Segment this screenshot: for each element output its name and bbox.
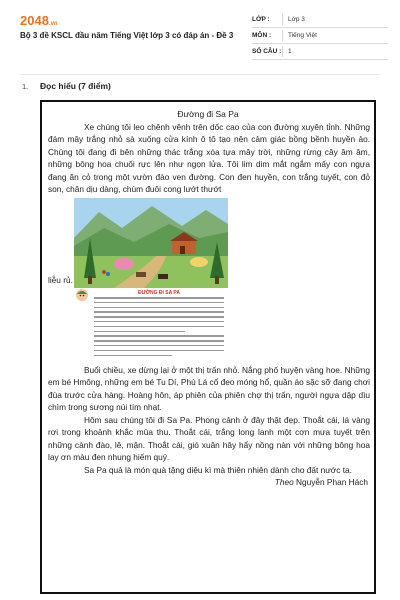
attribution-prefix: Theo <box>274 477 294 487</box>
meta-row-class <box>252 12 388 28</box>
meta-key: LỚP : <box>252 16 270 23</box>
meta-separator <box>282 30 283 41</box>
landscape-image <box>74 198 228 288</box>
mini-page-text <box>94 297 224 359</box>
question-heading: Đọc hiểu (7 điểm) <box>40 81 111 91</box>
passage-box <box>40 100 376 594</box>
avatar-icon <box>76 288 88 300</box>
mini-page-title: ĐƯỜNG ĐI SA PA <box>137 290 181 296</box>
site-logo[interactable]: 2048.vn <box>20 13 58 28</box>
page-header <box>0 0 400 70</box>
embedded-page-thumbnail <box>74 288 228 358</box>
header-divider <box>20 74 380 75</box>
meta-key: MÔN : <box>252 32 272 39</box>
attribution-author: Nguyễn Phan Hách <box>296 477 368 487</box>
logo-tld: .vn <box>48 21 58 27</box>
question-number: 1. <box>22 82 29 91</box>
meta-value: 1 <box>288 48 292 55</box>
passage-paragraph-2: Buổi chiều, xe dừng lại ở một thị trấn nhỏ. Nắng phố huyện vàng hoe. Những em bé Hmông, những em bé Tu Dí, Phù Lá cổ đeo móng hổ, quần áo sặc sỡ đang chơi đùa trước cửa hàng. Hoàng hôn, áp phiên của phiên chợ thị trấn, người ngựa dập dìu chìm trong sương núi tím nhạt. <box>48 365 370 413</box>
passage-paragraph-1-tail: liễu rủ. <box>48 275 73 285</box>
meta-value: Tiếng Việt <box>288 32 317 39</box>
passage-paragraph-3: Hôm sau chúng tôi đi Sa Pa. Phong cảnh ở đây thật đẹp. Thoắt cái, lá vàng rơi trong khoảnh khắc mùa thu. Thoắt cái, trắng long lanh một cơn mưa tuyết trên những cành đào, lê, mận. Thoắt cái, gió xuân hây hẩy nồng nàn với những bông hoa lay ơn màu đen nhung hiếm quý. <box>48 415 370 463</box>
passage-title: Đường đi Sa Pa <box>177 109 239 119</box>
passage-attribution <box>275 477 368 487</box>
meta-row-subject <box>252 28 388 44</box>
passage-paragraph-1: Xe chúng tôi leo chênh vênh trên dốc cao của con đường xuyên tỉnh. Những đám mây trắng nhỏ sà xuống cửa kính ô tô tạo nên cảm giác bồng bềnh huyền ảo. Chúng tôi đang đi bên những thác trắng xóa tựa mây trời, những rừng cây âm âm, những bông hoa chuối rực lên như ngọn lửa. Tôi lim dim mắt ngắm mấy con ngựa đang ăn cỏ trong một vườn đào ven đường. Con đen huyền, con trắng tuyết, con đỏ son, chân dịu dàng, chùm đuôi cong lướt thướt <box>48 122 370 195</box>
document-title: Bộ 3 đề KSCL đầu năm Tiếng Việt lớp 3 có đáp án - Đề 3 <box>20 31 234 40</box>
meta-separator <box>282 46 283 57</box>
passage-paragraph-4: Sa Pa quả là món quà tặng diệu kì mà thiên nhiên dành cho đất nước ta. <box>84 465 352 475</box>
meta-key: SỐ CÂU : <box>252 48 282 55</box>
meta-table <box>252 12 388 60</box>
meta-separator <box>282 14 283 25</box>
sapa-illustration <box>74 198 228 288</box>
meta-row-question-count <box>252 44 388 60</box>
meta-value: Lớp 3 <box>288 16 305 23</box>
